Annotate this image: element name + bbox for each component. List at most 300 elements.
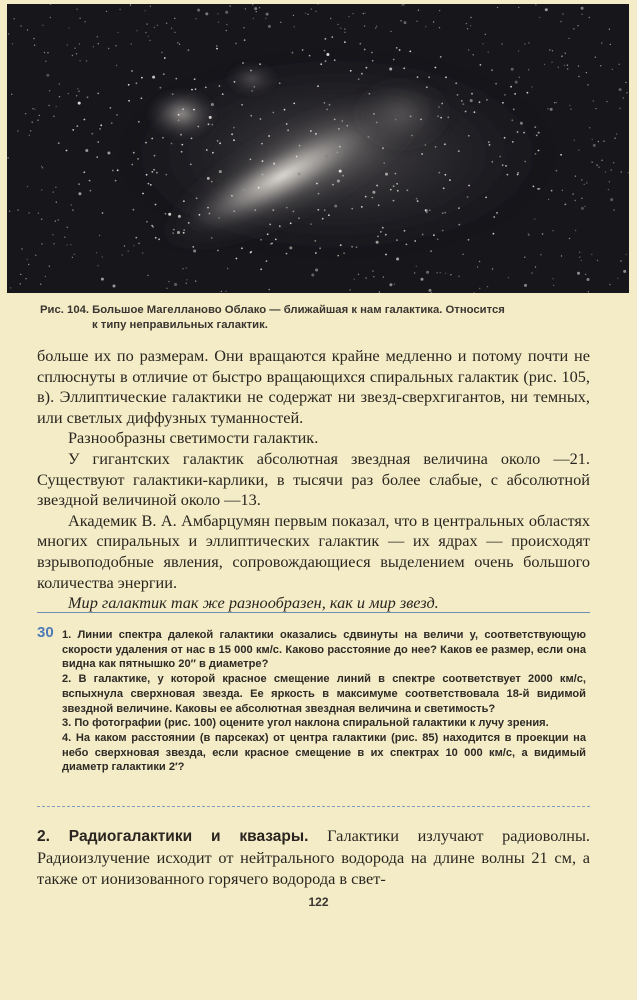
star	[565, 53, 566, 54]
star	[585, 274, 586, 275]
star	[78, 102, 81, 105]
star	[376, 185, 378, 187]
star	[593, 100, 594, 101]
star	[443, 187, 445, 189]
star	[365, 196, 367, 198]
star	[542, 233, 543, 234]
star	[151, 138, 153, 140]
paragraph-magnitudes: У гигантских галактик абсолютная звездная величина около —21. Существуют галактики-карлики, в тысячи раз более слабые, с абсолютной звездной величиной около —13.	[37, 448, 590, 510]
star	[512, 141, 514, 143]
star	[71, 204, 72, 205]
star	[226, 24, 227, 25]
question-1: 1. Линии спектра далекой галактики оказались сдвинуты на величи у, соответствующую скорости удаления от нас в 15 000 км/с. Каково расстояние до нее? Каков ее размер, если она видна как пятнышко 20″ в диаметре?	[62, 629, 586, 671]
star	[556, 102, 557, 103]
question-2: 2. В галактике, у которой красное смещение линий в спектре соответствует 2000 км/с, вспыхнула сверхновая звезда. Ее яркость в максимуме соответствовала 18-й видимой звездной величине. Каковы ее абсолютная звездная величина и светимость?	[62, 673, 586, 715]
star	[562, 190, 563, 191]
star	[233, 139, 235, 141]
star	[569, 105, 570, 106]
star	[243, 189, 245, 191]
star	[326, 109, 328, 111]
star	[116, 65, 117, 66]
star	[395, 119, 397, 121]
star	[158, 238, 160, 240]
star	[261, 143, 263, 145]
star	[418, 10, 419, 11]
star	[334, 119, 336, 121]
star	[42, 25, 43, 26]
star	[100, 124, 102, 126]
star	[310, 223, 312, 225]
star	[578, 150, 579, 151]
star	[231, 195, 233, 197]
star	[441, 103, 443, 105]
star	[611, 169, 612, 170]
star	[144, 10, 145, 11]
star	[39, 115, 40, 116]
star	[385, 234, 387, 236]
star	[537, 188, 539, 190]
star	[517, 174, 519, 176]
star	[449, 179, 451, 181]
star	[417, 76, 419, 78]
star	[581, 7, 584, 10]
question-3: 3. По фотографии (рис. 100) оцените угол наклона спиральной галактики к лучу зрения.	[62, 717, 549, 730]
star	[435, 146, 437, 148]
star	[376, 26, 377, 27]
exercise-number: 30	[37, 624, 54, 641]
star	[37, 120, 38, 121]
star	[135, 237, 137, 239]
section-heading: 2. Радиогалактики и квазары.	[37, 828, 309, 845]
star	[497, 7, 498, 8]
star	[488, 141, 490, 143]
star	[592, 139, 593, 140]
star	[589, 17, 590, 18]
star	[361, 73, 363, 75]
star	[385, 173, 388, 176]
star	[293, 15, 294, 16]
star	[581, 179, 582, 180]
star	[77, 88, 78, 89]
star	[568, 38, 569, 39]
star	[619, 108, 620, 109]
star	[394, 283, 395, 284]
star	[524, 284, 527, 287]
star	[50, 17, 51, 18]
star	[231, 133, 233, 135]
star	[364, 49, 366, 51]
star	[373, 113, 375, 115]
star	[269, 289, 270, 290]
star	[364, 13, 365, 14]
star	[175, 78, 177, 80]
star	[407, 189, 409, 191]
star	[425, 209, 427, 211]
star	[595, 57, 596, 58]
star	[292, 52, 294, 54]
star	[578, 76, 579, 77]
star	[225, 291, 226, 292]
main-text	[37, 346, 590, 614]
paragraph-ambartsumian: Академик В. А. Амбарцумян первым показал, что в центральных областях многих спиральных и эллиптических галактик — их ядрах — происходят взрывоподобные явления, сопровождающиеся выделением очень большого количества энергии.	[37, 510, 590, 592]
star	[396, 47, 398, 49]
star	[551, 190, 553, 192]
star	[7, 157, 8, 158]
star	[485, 197, 487, 199]
star	[195, 88, 197, 90]
star	[49, 266, 50, 267]
figure-caption	[40, 303, 600, 332]
star	[241, 104, 243, 106]
star	[344, 41, 346, 43]
star	[348, 16, 349, 17]
star	[117, 32, 118, 33]
star	[467, 196, 469, 198]
star	[41, 243, 42, 244]
star	[265, 18, 266, 19]
star	[364, 25, 365, 26]
star	[467, 28, 468, 29]
star	[99, 235, 100, 236]
star	[293, 211, 295, 213]
star	[371, 52, 373, 54]
star	[524, 43, 525, 44]
star	[138, 121, 140, 123]
star	[161, 52, 162, 53]
star	[601, 160, 602, 161]
star	[626, 254, 627, 255]
star	[12, 43, 13, 44]
star	[58, 219, 59, 220]
star	[256, 11, 257, 12]
star	[64, 237, 65, 238]
star	[115, 45, 116, 46]
star	[369, 93, 371, 95]
star	[76, 95, 77, 96]
star	[96, 252, 97, 253]
star	[593, 144, 596, 147]
star	[83, 171, 85, 173]
star	[251, 90, 253, 92]
star	[45, 276, 46, 277]
star	[595, 108, 596, 109]
star	[361, 206, 363, 208]
star	[72, 55, 73, 56]
star	[166, 23, 167, 24]
star	[85, 149, 88, 152]
star	[145, 142, 147, 144]
star	[97, 36, 98, 37]
star	[272, 112, 274, 114]
star	[514, 93, 516, 95]
star	[584, 206, 585, 207]
star	[439, 10, 440, 11]
star	[25, 113, 26, 114]
star	[188, 49, 190, 51]
star	[562, 13, 563, 14]
star	[397, 190, 399, 192]
star	[579, 252, 580, 253]
star	[586, 182, 587, 183]
star	[14, 18, 15, 19]
star	[124, 245, 125, 246]
star	[217, 250, 219, 252]
star	[458, 276, 459, 277]
star	[275, 239, 277, 241]
star	[584, 184, 585, 185]
star	[273, 163, 275, 165]
star	[328, 214, 330, 216]
star	[496, 212, 498, 214]
star	[33, 38, 34, 39]
galaxy-photo	[7, 4, 629, 293]
star	[38, 213, 39, 214]
star	[564, 204, 565, 205]
star	[21, 248, 22, 249]
star	[307, 14, 308, 15]
star	[411, 135, 413, 137]
star	[147, 275, 148, 276]
star	[266, 260, 268, 262]
star	[334, 59, 336, 61]
star	[74, 48, 75, 49]
star	[429, 289, 432, 292]
star	[616, 133, 617, 134]
star	[196, 197, 198, 199]
star	[299, 145, 301, 147]
star	[560, 21, 561, 22]
star	[133, 245, 134, 246]
star	[324, 209, 326, 211]
star	[538, 150, 540, 152]
star	[53, 243, 54, 244]
star	[288, 178, 290, 180]
star	[293, 103, 295, 105]
star	[225, 11, 228, 14]
star	[136, 30, 137, 31]
star	[609, 181, 610, 182]
star	[339, 170, 342, 173]
star	[150, 184, 152, 186]
star	[524, 161, 526, 163]
star	[417, 200, 419, 202]
star	[56, 202, 57, 203]
star	[493, 233, 495, 235]
star	[575, 176, 576, 177]
star	[400, 20, 401, 21]
star	[315, 252, 317, 254]
star	[226, 30, 227, 31]
star	[133, 152, 135, 154]
star	[577, 272, 580, 275]
star	[106, 11, 107, 12]
star	[199, 214, 201, 216]
star	[27, 29, 28, 30]
star	[138, 243, 140, 245]
star	[157, 25, 158, 26]
star	[461, 100, 463, 102]
star	[171, 143, 173, 145]
star	[421, 153, 423, 155]
star	[396, 183, 398, 185]
star	[284, 109, 286, 111]
star	[455, 82, 457, 84]
star	[236, 258, 238, 260]
star	[365, 277, 366, 278]
star	[186, 267, 187, 268]
star	[279, 225, 281, 227]
star	[314, 240, 316, 242]
star	[171, 28, 172, 29]
star	[99, 128, 101, 130]
star	[535, 266, 536, 267]
star	[538, 132, 540, 134]
star	[581, 260, 582, 261]
star	[325, 38, 327, 40]
star	[149, 40, 150, 41]
star	[221, 291, 222, 292]
star	[219, 85, 221, 87]
star	[180, 134, 182, 136]
star	[549, 49, 550, 50]
star	[55, 220, 56, 221]
star	[32, 122, 33, 123]
star	[468, 49, 469, 50]
star	[606, 101, 607, 102]
star	[30, 130, 31, 131]
star	[102, 212, 104, 214]
star	[414, 272, 415, 273]
star	[613, 209, 614, 210]
star	[211, 124, 213, 126]
star	[209, 116, 212, 119]
star	[493, 216, 495, 218]
star	[222, 93, 224, 95]
star	[491, 161, 493, 163]
star	[116, 114, 118, 116]
magellanic-cloud-image	[7, 4, 629, 293]
star	[131, 164, 133, 166]
star	[254, 209, 256, 211]
star	[119, 9, 120, 10]
star	[519, 77, 520, 78]
star	[341, 120, 343, 122]
star	[564, 65, 565, 66]
page-number: 122	[308, 895, 329, 909]
star	[148, 36, 149, 37]
star	[609, 29, 610, 30]
star	[596, 164, 597, 165]
star	[79, 43, 80, 44]
star	[403, 4, 404, 5]
star	[152, 76, 155, 79]
star	[235, 43, 237, 45]
star	[98, 43, 99, 44]
star	[311, 8, 312, 9]
star	[383, 162, 385, 164]
star	[458, 150, 460, 152]
star	[45, 61, 46, 62]
star	[252, 4, 253, 5]
star	[188, 222, 190, 224]
paragraph-luminosity: Разнообразны светимости галактик.	[68, 428, 319, 448]
star	[296, 156, 298, 158]
star	[42, 167, 43, 168]
star	[488, 52, 489, 53]
star	[339, 146, 341, 148]
star	[146, 221, 148, 223]
star	[368, 136, 370, 138]
star	[426, 271, 429, 274]
star	[416, 21, 417, 22]
star	[468, 135, 470, 137]
star	[444, 212, 446, 214]
star	[76, 53, 77, 54]
star	[44, 52, 45, 53]
star	[86, 60, 87, 61]
star	[581, 198, 582, 199]
star	[289, 246, 292, 249]
star	[66, 150, 68, 152]
star	[115, 180, 117, 182]
star	[141, 77, 143, 79]
star	[410, 116, 412, 118]
star	[390, 189, 392, 191]
star	[258, 187, 260, 189]
star	[575, 200, 576, 201]
star	[560, 154, 562, 156]
star	[66, 244, 67, 245]
star	[507, 174, 509, 176]
star	[329, 104, 331, 106]
star	[59, 83, 60, 84]
star	[569, 238, 570, 239]
star	[470, 99, 473, 102]
star	[17, 209, 18, 210]
star	[173, 229, 175, 231]
star	[28, 212, 29, 213]
star	[91, 133, 93, 135]
star	[447, 116, 449, 118]
star	[168, 213, 171, 216]
star	[76, 9, 77, 10]
star	[46, 74, 49, 77]
star	[416, 198, 418, 200]
star	[437, 239, 439, 241]
star	[97, 265, 98, 266]
star	[626, 92, 627, 93]
star	[84, 119, 86, 121]
star	[438, 172, 440, 174]
star	[181, 144, 183, 146]
star	[491, 69, 493, 71]
star	[372, 270, 373, 271]
star	[183, 229, 185, 231]
star	[609, 284, 610, 285]
star	[41, 219, 42, 220]
star	[535, 4, 536, 5]
star	[414, 240, 416, 242]
star	[524, 257, 525, 258]
star	[351, 246, 353, 248]
star	[326, 53, 329, 56]
star	[145, 32, 146, 33]
star	[504, 94, 506, 96]
star	[544, 64, 545, 65]
star	[191, 89, 193, 91]
star	[280, 22, 281, 23]
exercise-bottom-rule	[37, 806, 590, 807]
